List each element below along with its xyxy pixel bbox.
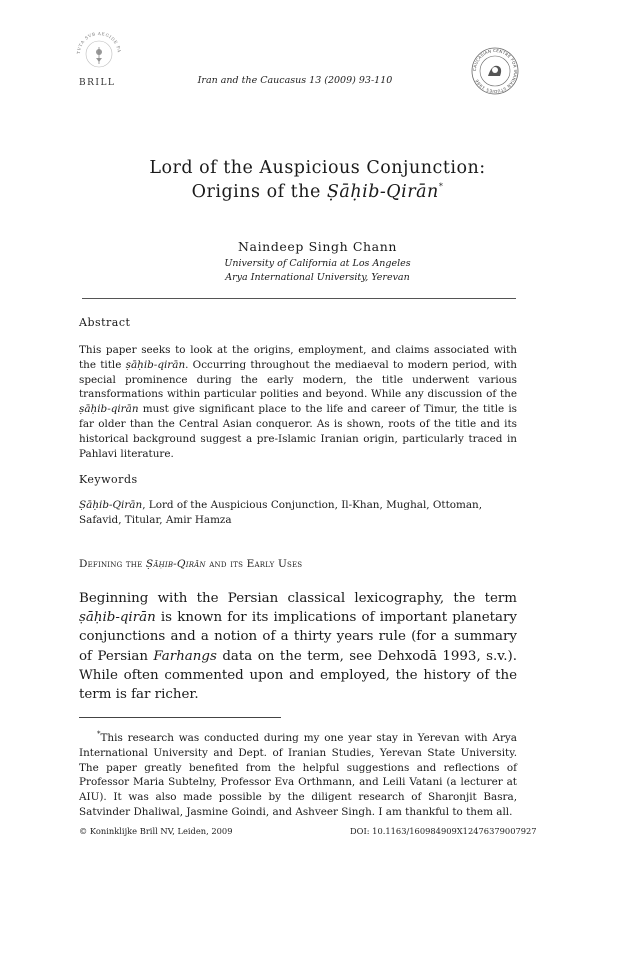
abstract-text bbox=[79, 343, 517, 461]
body-text-part: Beginning with the Persian classical lexicography, the term bbox=[79, 591, 517, 606]
body-paragraph bbox=[79, 589, 517, 704]
keywords-rest: , Lord of the Auspicious Conjunction, Il-Khan, Mughal, Ottoman, Safavid, Titular, Amir Hamza bbox=[79, 499, 483, 526]
caucasian-centre-seal-logo bbox=[470, 46, 520, 96]
author-affiliation-1: University of California at Los Angeles bbox=[224, 258, 411, 269]
body-term: ṣāḥib-qirān bbox=[79, 610, 156, 626]
section-heading-part: and its Early Uses bbox=[205, 558, 303, 570]
author-name: Naindeep Singh Chann bbox=[237, 239, 397, 254]
abstract-text-part: . Occurring throughout the mediaeval to modern period, with special prominence during the early modern, the title underwent various transformations within particular polities and beyond. While any discussion of the bbox=[79, 358, 517, 401]
header-divider bbox=[82, 298, 516, 299]
author-affiliation-2: Arya International University, Yerevan bbox=[225, 272, 410, 283]
title-footnote-mark[interactable]: * bbox=[438, 182, 444, 191]
doi-link[interactable]: DOI: 10.1163/160984909X12476379007927 bbox=[350, 826, 537, 836]
journal-citation: Iran and the Caucasus 13 (2009) 93-110 bbox=[197, 75, 393, 86]
article-title-line1: Lord of the Auspicious Conjunction: bbox=[149, 158, 486, 178]
brill-seal-text: TVTA SVB AEGIDE PA bbox=[75, 30, 123, 55]
brill-seal-logo bbox=[74, 30, 124, 74]
abstract-text-part: must give significant place to the life and career of Timur, the title is far older than the Central Asian conqueror. As is shown, roots of the title and its historical background suggest a pre-Islamic Iranian origin, particularly traced in Pahlavi literature. bbox=[79, 403, 517, 460]
keywords-list bbox=[79, 498, 517, 528]
body-text-part: is known for its implications of important planetary conjunctions and a notion of a thirty years rule (for a summary of Persian bbox=[79, 610, 517, 664]
article-title-line2 bbox=[60, 182, 575, 202]
footnote-mark: * bbox=[97, 730, 101, 738]
copyright-notice: © Koninklijke Brill NV, Leiden, 2009 bbox=[79, 826, 233, 836]
body-term: Farhangs bbox=[153, 648, 217, 664]
keyword-term: Ṣāḥib-Qirān bbox=[79, 499, 143, 511]
title-prefix: Origins of the bbox=[191, 182, 327, 202]
section-heading-term: Ṣāḥib-Qirān bbox=[145, 558, 206, 570]
abstract-term: ṣāḥib-qirān bbox=[125, 358, 186, 371]
abstract-term: ṣāḥib-qirān bbox=[79, 403, 139, 416]
abstract-text-part: This paper seeks to look at the origins, employment, and claims associated with the title bbox=[79, 344, 517, 371]
section-heading bbox=[79, 558, 302, 570]
abstract-heading: Abstract bbox=[79, 316, 131, 329]
footnote bbox=[79, 727, 517, 820]
body-text-part: data on the term, see Dehxodā 1993, s.v.). While often commented upon and employed, the history of the term is far richer. bbox=[79, 648, 517, 703]
title-term: Ṣāḥib-Qirān bbox=[326, 182, 439, 202]
footnote-divider bbox=[79, 717, 281, 718]
publisher-name: BRILL bbox=[79, 78, 116, 88]
keywords-heading: Keywords bbox=[79, 473, 138, 486]
centre-seal-text: CAUCASIAN CENTRE FOR IRANIAN STUDIES 1996 bbox=[471, 47, 519, 95]
section-heading-part: Defining the bbox=[79, 558, 146, 570]
footnote-text: This research was conducted during my one year stay in Yerevan with Arya International University and Dept. of Iranian Studies, Yerevan State University. The paper greatly benefited from the helpful suggestions and reflections of Professor Maria Subtelny, Professor Eva Orthmann, and Leili Vatani (a lecturer at AIU). It was also made possible by the diligent research of Sharonjit Basra, Satvinder Dhaliwal, Jasmine Goindi, and Ashveer Singh. I am thankful to them all. bbox=[79, 732, 517, 818]
